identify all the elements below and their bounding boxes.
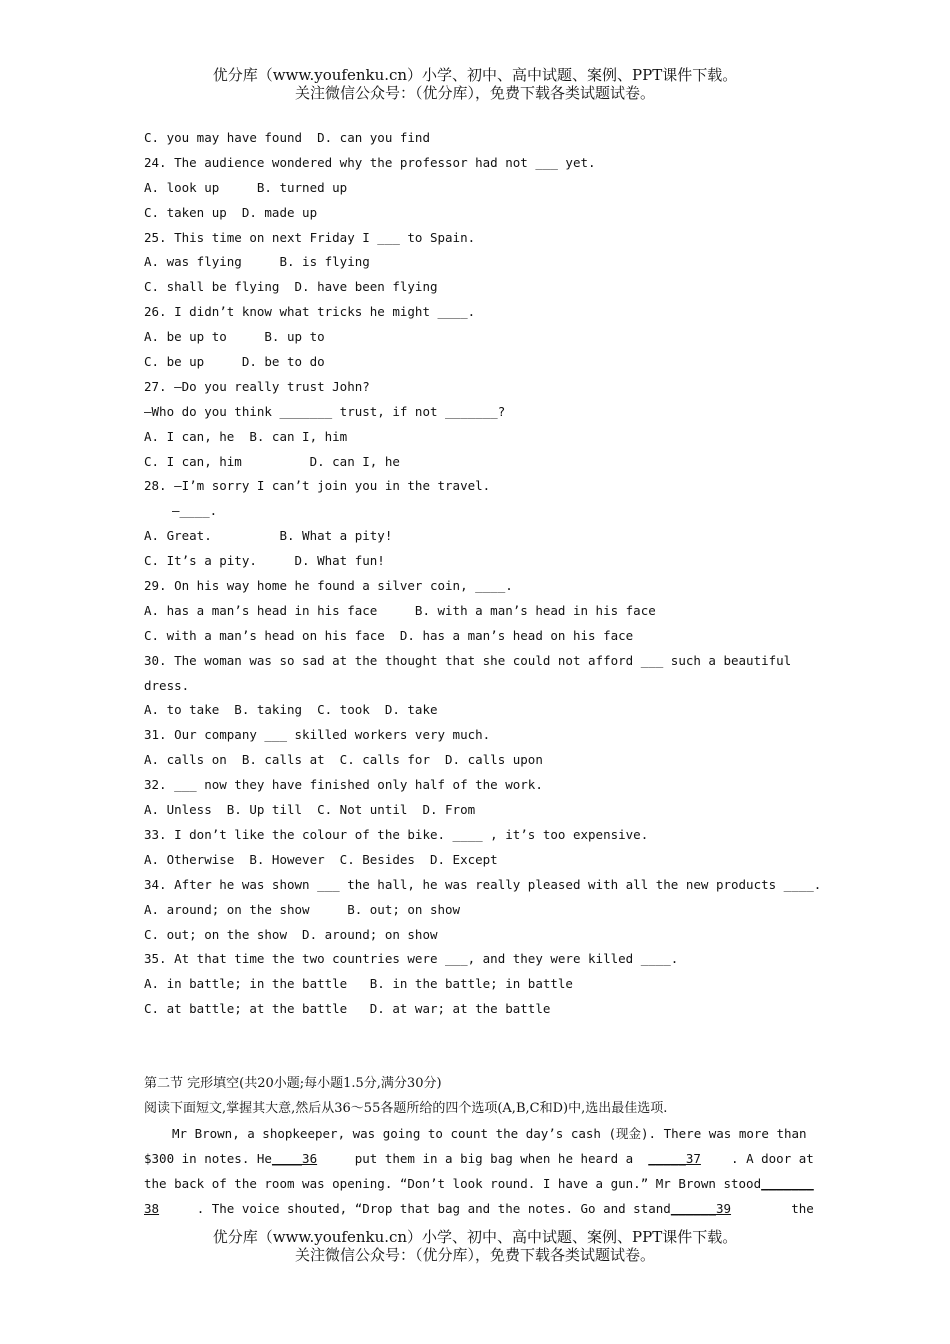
- question-line: A. Great. B. What a pity!: [144, 528, 393, 544]
- question-line: A. in battle; in the battle B. in the battle; in battle: [144, 976, 573, 992]
- blank-38-line: _______: [761, 1175, 814, 1191]
- question-line: A. to take B. taking C. took D. take: [144, 702, 438, 718]
- passage-line-4: [144, 1197, 824, 1222]
- question-line: 33. I don’t like the colour of the bike. ____ , it’s too expensive.: [144, 826, 649, 842]
- question-line: 25. This time on next Friday I ___ to Spain.: [144, 229, 476, 245]
- question-line: 35. At that time the two countries were ___, and they were killed ____.: [144, 951, 679, 967]
- question-line: C. I can, him D. can I, he: [144, 453, 400, 469]
- header-line-2: 关注微信公众号：（优分库），免费下载各类试题试卷。: [294, 84, 655, 102]
- passage-text: the: [731, 1200, 814, 1216]
- passage-text: put them in a big bag when he heard a: [317, 1150, 649, 1166]
- question-line: C. you may have found D. can you find: [144, 130, 430, 145]
- question-line: C. taken up D. made up: [144, 204, 318, 220]
- question-line: dress.: [144, 677, 190, 693]
- passage-text: $300 in notes. He: [144, 1150, 272, 1166]
- footer-line-1: 优分库（www.youfenku.cn）小学、初中、高中试题、案例、PPT课件下载。: [212, 1228, 738, 1246]
- section-gap: [144, 1022, 824, 1072]
- blank-36: ____36: [271, 1150, 318, 1166]
- question-line: A. be up to B. up to: [144, 329, 325, 345]
- header-line-1: 优分库（www.youfenku.cn）小学、初中、高中试题、案例、PPT课件下载。: [212, 66, 738, 84]
- question-line: C. at battle; at the battle D. at war; at the battle: [144, 1001, 551, 1017]
- question-line: A. around; on the show B. out; on show: [144, 901, 461, 917]
- passage-text: . The voice shouted, “Drop that bag and the notes. Go and stand: [159, 1200, 671, 1216]
- section-2-title: 第二节 完形填空(共20小题;每小题1.5分,满分30分): [144, 1076, 442, 1092]
- question-line: 24. The audience wondered why the professor had not ___ yet.: [144, 154, 596, 170]
- question-line: C. with a man’s head on his face D. has a man’s head on his face: [144, 627, 634, 643]
- question-line: A. I can, he B. can I, him: [144, 428, 348, 444]
- blank-39: ______39: [670, 1200, 732, 1216]
- question-line: A. was flying B. is flying: [144, 254, 370, 270]
- page-footer: [0, 1228, 950, 1264]
- question-line: 26. I didn’t know what tricks he might ____.: [144, 304, 476, 320]
- question-line: —Who do you think _______ trust, if not _______?: [144, 403, 506, 419]
- passage-line-3: [144, 1172, 824, 1197]
- question-line: A. look up B. turned up: [144, 179, 348, 195]
- question-line: C. out; on the show D. around; on show: [144, 926, 438, 942]
- question-line: A. calls on B. calls at C. calls for D. calls upon: [144, 752, 543, 768]
- page-header: [0, 66, 950, 102]
- document-body: [144, 126, 824, 1221]
- question-line: C. shall be flying D. have been flying: [144, 279, 438, 295]
- question-line: —____.: [172, 503, 218, 519]
- question-line: 31. Our company ___ skilled workers very much.: [144, 727, 491, 743]
- question-line: 32. ___ now they have finished only half of the work.: [144, 777, 543, 793]
- question-line: 27. —Do you really trust John?: [144, 378, 370, 394]
- passage-text: the back of the room was opening. “Don’t look round. I have a gun.” Mr Brown stood: [144, 1175, 762, 1191]
- question-line: C. be up D. be to do: [144, 354, 325, 370]
- question-line: 28. —I’m sorry I can’t join you in the travel.: [144, 478, 491, 494]
- passage-line-2: [144, 1147, 824, 1172]
- question-line: A. Otherwise B. However C. Besides D. Except: [144, 851, 498, 867]
- question-line: A. Unless B. Up till C. Not until D. From: [144, 802, 476, 818]
- question-line: C. It’s a pity. D. What fun!: [144, 553, 385, 569]
- question-list: [144, 126, 824, 1022]
- question-line: 30. The woman was so sad at the thought that she could not afford ___ such a beautiful: [144, 652, 792, 668]
- blank-38: 38: [144, 1200, 160, 1216]
- section-2-instruction: 阅读下面短文,掌握其大意,然后从36～55各题所给的四个选项(A,B,C和D)中,选出最佳选项.: [144, 1100, 668, 1116]
- footer-line-2: 关注微信公众号：（优分库），免费下载各类试题试卷。: [294, 1246, 655, 1264]
- question-line: A. has a man’s head in his face B. with a man’s head in his face: [144, 602, 656, 618]
- passage-text: . A door at: [700, 1150, 814, 1166]
- question-line: 29. On his way home he found a silver coin, ____.: [144, 578, 513, 594]
- passage-line-1: Mr Brown, a shopkeeper, was going to count the day’s cash (现金). There was more than: [172, 1125, 807, 1141]
- blank-37: _____37: [648, 1150, 701, 1166]
- question-line: 34. After he was shown ___ the hall, he was really pleased with all the new products ____.: [144, 876, 822, 892]
